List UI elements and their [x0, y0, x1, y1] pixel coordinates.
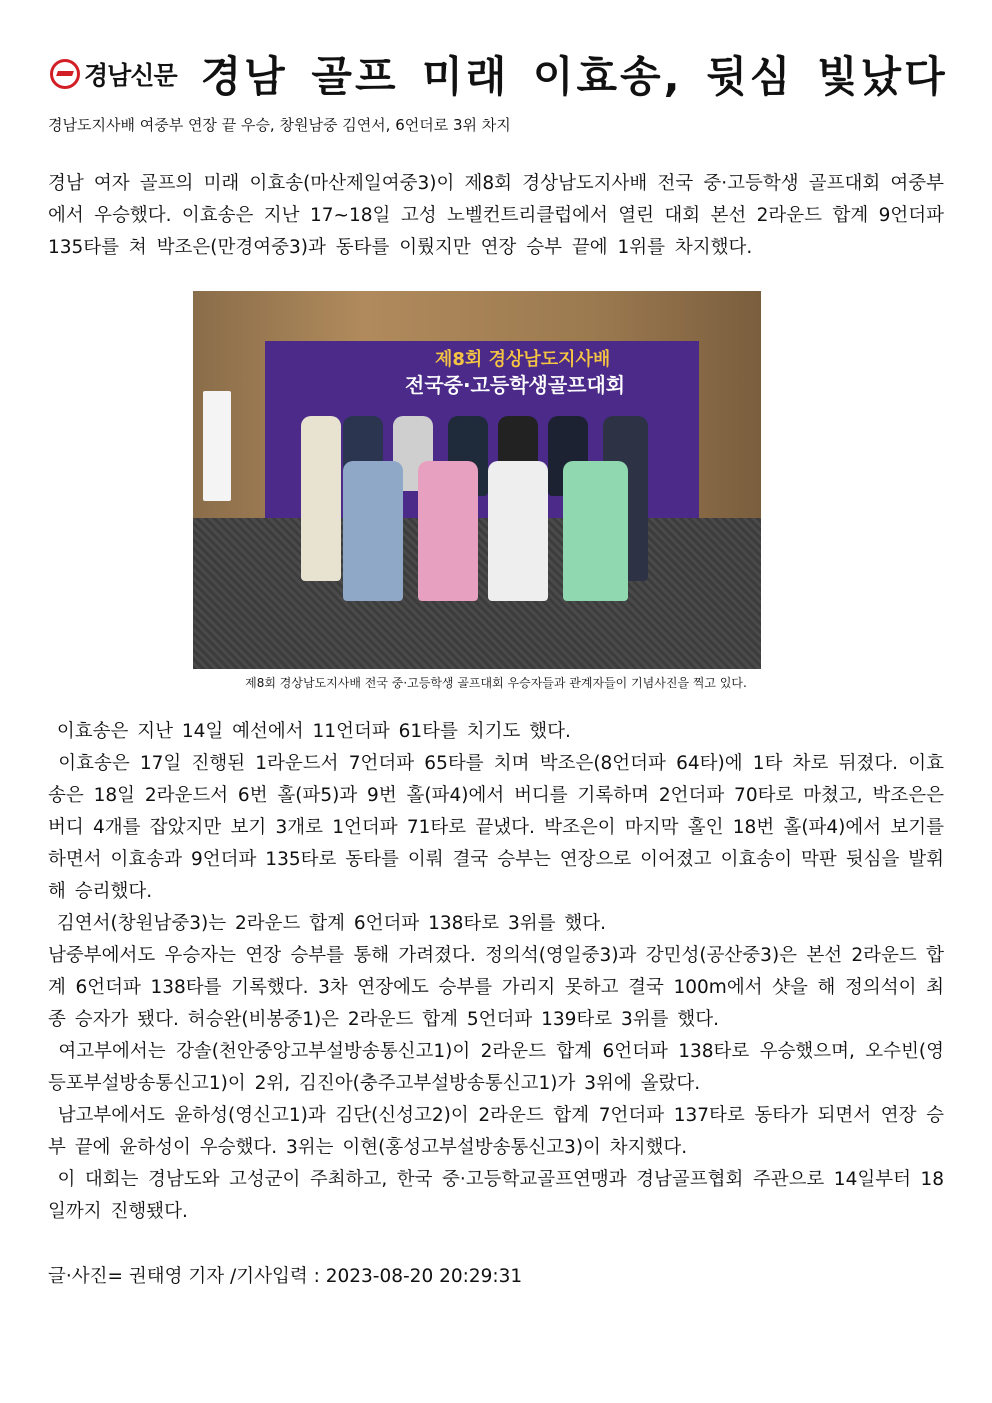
body-paragraph: 남고부에서도 윤하성(영신고1)과 김단(신성고2)이 2라운드 합계 7언더파 137타로 동타가 되면서 연장 승부 끝에 윤하성이 우승했다. 3위는 이현(홍성고부설방송통신고3)이 차지했다.: [48, 1105, 944, 1158]
logo-icon: [50, 59, 80, 89]
person: [563, 461, 628, 601]
body-paragraph: 여고부에서는 강솔(천안중앙고부설방송통신고1)이 2라운드 합계 6언더파 138타로 우승했으며, 오수빈(영등포부설방송통신고1)이 2위, 김진아(충주고부설방송통신고1)가 3위에 올랐다.: [48, 1041, 944, 1094]
headline: 경남 골프 미래 이효송, 뒷심 빛났다: [200, 52, 948, 101]
body-paragraph: 이 대회는 경남도와 고성군이 주최하고, 한국 중·고등학교골프연맹과 경남골프협회 주관으로 14일부터 18일까지 진행됐다.: [48, 1169, 944, 1222]
body-paragraph: 남중부에서도 우승자는 연장 승부를 통해 가려졌다. 정의석(영일중3)과 강민성(공산중3)은 본선 2라운드 합계 6언더파 138타를 기록했다. 3차 연장에도 승부를 가리지 못하고 결국 100m에서 샷을 해 정의석이 최종 승자가 됐다. 허승완(비봉중1)은 2라운드 합계 5언더파 139타로 3위를 했다.: [48, 945, 944, 1030]
logo-text: 경남신문: [84, 61, 177, 90]
article-body: [48, 716, 953, 1228]
lead-paragraph: 경남 여자 골프의 미래 이효송(마산제일여중3)이 제8회 경상남도지사배 전국 중·고등학생 골프대회 여중부에서 우승했다. 이효송은 지난 17~18일 고성 노벨컨트리클럽에서 열린 대회 본선 2라운드 합계 9언더파 135타를 쳐 박조은(만경여중3)과 동타를 이뤘지만 연장 승부 끝에 1위를 차지했다.: [48, 173, 944, 258]
person: [418, 461, 478, 601]
banner-line2: 전국중·고등학생골프대회: [405, 373, 626, 397]
article-photo: [193, 291, 761, 669]
person: [488, 461, 548, 601]
banner-line1: 제8회 경상남도지사배: [435, 349, 611, 370]
body-paragraph: 김연서(창원남중3)는 2라운드 합계 6언더파 138타로 3위를 했다.: [48, 913, 607, 934]
flag: [203, 391, 231, 501]
byline: 글·사진= 권태영 기자 /기사입력 : 2023-08-20 20:29:31: [48, 1266, 523, 1287]
photo-caption: 제8회 경상남도지사배 전국 중·고등학생 골프대회 우승자들과 관계자들이 기념사진을 찍고 있다.: [245, 676, 747, 690]
subheadline: 경남도지사배 여중부 연장 끝 우승, 창원남중 김연서, 6언더로 3위 차지: [48, 116, 511, 134]
person: [301, 416, 341, 581]
person: [343, 461, 403, 601]
body-paragraph: 이효송은 17일 진행된 1라운드서 7언더파 65타를 치며 박조은(8언더파 64타)에 1타 차로 뒤졌다. 이효송은 18일 2라운드서 6번 홀(파5)과 9번 홀(파4)에서 버디를 기록하며 2언더파 70타로 마쳤고, 박조은은 버디 4개를 잡았지만 보기 3개로 1언더파 71타로 끝냈다. 박조은이 마지막 홀인 18번 홀(파4)에서 보기를 하면서 이효송과 9언더파 135타로 동타를 이뤄 결국 승부는 연장으로 이어졌고 이효송이 막판 뒷심을 발휘해 승리했다.: [48, 753, 953, 902]
newspaper-logo[interactable]: [50, 56, 177, 92]
article-header: [50, 44, 948, 104]
body-paragraph: 이효송은 지난 14일 예선에서 11언더파 61타를 치기도 했다.: [48, 721, 571, 742]
